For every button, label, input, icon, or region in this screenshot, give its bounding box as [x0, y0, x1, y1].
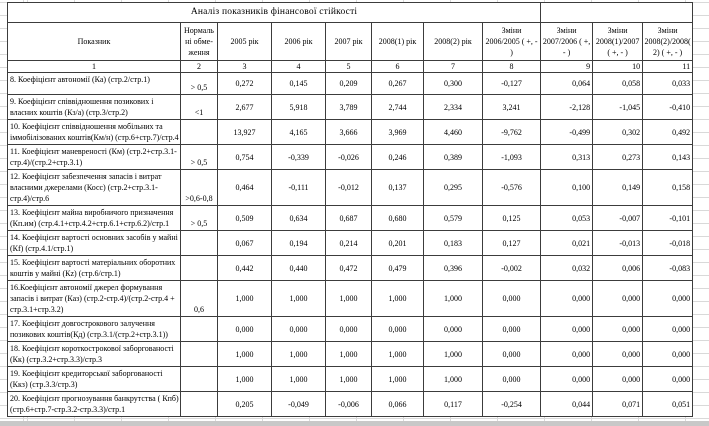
col-header-change-2008-1-2007: Зміни 2008(1)/2007 ( +, - ): [593, 23, 643, 61]
value-cell: -0,013: [593, 231, 643, 256]
column-number: 11: [643, 61, 693, 73]
indicator-label-cell: 16.Коефіцієнт автономії джерел формування запасів і витрат (Каз) (стр.2-стр.4)/(стр.2-стр.4 + стр.3.1+стр.3.2): [8, 281, 181, 317]
value-cell: 1,000: [326, 342, 372, 367]
value-cell: -0,012: [326, 170, 372, 206]
col-header-change-2006-2005: Зміни 2006/2005 ( +, - ): [483, 23, 541, 61]
norm-limit-cell: 0,6: [181, 281, 218, 317]
financial-stability-table: [7, 2, 693, 417]
value-cell: 0,000: [643, 281, 693, 317]
value-cell: 0,000: [593, 367, 643, 392]
norm-limit-cell: > 0,5: [181, 73, 218, 95]
value-cell: 0,201: [372, 231, 424, 256]
value-cell: 0,053: [541, 206, 593, 231]
title-row: [8, 3, 693, 23]
value-cell: 0,000: [372, 317, 424, 342]
value-cell: 0,272: [218, 73, 272, 95]
column-number: 6: [372, 61, 424, 73]
value-cell: 0,000: [326, 317, 372, 342]
value-cell: -0,026: [326, 145, 372, 170]
norm-limit-cell: [181, 392, 218, 417]
value-cell: 0,000: [483, 367, 541, 392]
value-cell: 1,000: [424, 342, 483, 367]
column-number: 9: [541, 61, 593, 73]
value-cell: 0,000: [541, 342, 593, 367]
value-cell: 0,214: [326, 231, 372, 256]
norm-limit-cell: [181, 342, 218, 367]
value-cell: 1,000: [424, 367, 483, 392]
value-cell: -0,111: [272, 170, 326, 206]
indicator-label-cell: 20. Коефіцієнт прогнозування банкрутства ( Кпб) (стр.6+стр.7-стр.3.2-стр.3.3)/стр.1: [8, 392, 181, 417]
value-cell: 0,158: [643, 170, 693, 206]
value-cell: 0,067: [218, 231, 272, 256]
table-row: [8, 392, 693, 417]
value-cell: 0,051: [643, 392, 693, 417]
column-number: 10: [593, 61, 643, 73]
value-cell: 0,137: [372, 170, 424, 206]
table-row: [8, 281, 693, 317]
indicator-label-cell: 9. Коефіцієнт співвідношення позикових і власних коштів (Кз/а) (стр.3/стр.2): [8, 95, 181, 120]
value-cell: 0,143: [643, 145, 693, 170]
col-header-2008-2: 2008(2) рік: [424, 23, 483, 61]
value-cell: 0,687: [326, 206, 372, 231]
table-row: [8, 317, 693, 342]
value-cell: -1,093: [483, 145, 541, 170]
value-cell: 0,464: [218, 170, 272, 206]
value-cell: 0,295: [424, 170, 483, 206]
col-header-indicator: Показник: [8, 23, 181, 61]
norm-limit-cell: <1: [181, 95, 218, 120]
value-cell: 0,509: [218, 206, 272, 231]
indicator-label-cell: 15. Коефіцієнт вартості матеріальних оборотних коштів у майні (Кz) (стр.6/стр.1): [8, 256, 181, 281]
table-row: [8, 145, 693, 170]
column-number: 2: [181, 61, 218, 73]
indicator-label-cell: 11. Коефіцієнт маневреності (Км) (стр.2+стр.3.1-стр.4)/(стр.2+стр.3.1): [8, 145, 181, 170]
value-cell: 3,666: [326, 120, 372, 145]
norm-limit-cell: > 0,5: [181, 145, 218, 170]
value-cell: 4,165: [272, 120, 326, 145]
value-cell: 0,440: [272, 256, 326, 281]
norm-limit-cell: [181, 317, 218, 342]
table-row: [8, 256, 693, 281]
value-cell: 0,000: [643, 317, 693, 342]
norm-limit-cell: [181, 256, 218, 281]
table-row: [8, 206, 693, 231]
col-header-change-2008-2: Зміни 2008(2)/2008(2) ( +, - ): [643, 23, 693, 61]
col-header-2008-1: 2008(1) рік: [372, 23, 424, 61]
value-cell: -1,045: [593, 95, 643, 120]
value-cell: 0,472: [326, 256, 372, 281]
header-row: [8, 23, 693, 61]
value-cell: -0,006: [326, 392, 372, 417]
indicator-label-cell: 19. Коефіцієнт кредиторської заборгованості (Ккз) (стр.3.3/стр.3): [8, 367, 181, 392]
value-cell: 0,754: [218, 145, 272, 170]
value-cell: 0,125: [483, 206, 541, 231]
bottom-edge-band: [0, 421, 709, 426]
value-cell: 0,194: [272, 231, 326, 256]
table-row: [8, 170, 693, 206]
norm-limit-cell: > 0,5: [181, 206, 218, 231]
value-cell: 1,000: [218, 342, 272, 367]
table-title: Аналіз показників фінансової стійкості: [8, 3, 541, 23]
column-number: 5: [326, 61, 372, 73]
table-row: [8, 120, 693, 145]
value-cell: 0,100: [541, 170, 593, 206]
value-cell: -0,083: [643, 256, 693, 281]
value-cell: 13,927: [218, 120, 272, 145]
value-cell: 0,183: [424, 231, 483, 256]
title-row-spacer: [541, 3, 693, 23]
norm-limit-cell: [181, 120, 218, 145]
value-cell: -0,049: [272, 392, 326, 417]
table-row: [8, 73, 693, 95]
value-cell: 0,273: [593, 145, 643, 170]
value-cell: 1,000: [424, 281, 483, 317]
value-cell: 3,969: [372, 120, 424, 145]
value-cell: 0,000: [272, 317, 326, 342]
col-header-change-2007-2006: Зміни 2007/2006 ( +, - ): [541, 23, 593, 61]
value-cell: 0,117: [424, 392, 483, 417]
table-row: [8, 342, 693, 367]
value-cell: 0,000: [218, 317, 272, 342]
value-cell: -0,127: [483, 73, 541, 95]
indicator-label-cell: 8. Коефіцієнт автономії (Ка) (стр.2/стр.1): [8, 73, 181, 95]
column-number: 8: [483, 61, 541, 73]
indicator-label-cell: 18. Коефіцієнт короткострокової заборгованості (Кк) (стр.3.2+стр.3.3)/стр.3: [8, 342, 181, 367]
value-cell: 0,492: [643, 120, 693, 145]
table-row: [8, 231, 693, 256]
norm-limit-cell: [181, 367, 218, 392]
value-cell: 0,000: [483, 317, 541, 342]
value-cell: -2,128: [541, 95, 593, 120]
indicator-label-cell: 17. Коефіцієнт довгострокового залучення позикових коштів(Кд) (стр.3.1/(стр.2+стр.3.1)): [8, 317, 181, 342]
value-cell: 0,680: [372, 206, 424, 231]
value-cell: -0,007: [593, 206, 643, 231]
value-cell: 1,000: [272, 342, 326, 367]
value-cell: 0,302: [593, 120, 643, 145]
value-cell: 3,241: [483, 95, 541, 120]
value-cell: 0,044: [541, 392, 593, 417]
column-number: 7: [424, 61, 483, 73]
value-cell: 0,000: [643, 342, 693, 367]
indicator-label-cell: 13. Коефіцієнт майна виробничого призначення (Кп.им) (стр.4.1+стр.4.2+стр.6.1+стр.6.2)/стр.1: [8, 206, 181, 231]
value-cell: 0,071: [593, 392, 643, 417]
value-cell: 0,442: [218, 256, 272, 281]
value-cell: -9,762: [483, 120, 541, 145]
value-cell: -0,101: [643, 206, 693, 231]
value-cell: 0,066: [372, 392, 424, 417]
value-cell: 2,334: [424, 95, 483, 120]
value-cell: 0,205: [218, 392, 272, 417]
value-cell: 1,000: [372, 281, 424, 317]
indicator-label-cell: 10. Коефіцієнт співвідношення мобільних та іммобілізованих коштів(Км/н) (стр.6+стр.7)/стр.4: [8, 120, 181, 145]
value-cell: -0,002: [483, 256, 541, 281]
value-cell: 0,006: [593, 256, 643, 281]
value-cell: -0,576: [483, 170, 541, 206]
column-number: 4: [272, 61, 326, 73]
table-row: [8, 95, 693, 120]
value-cell: -0,254: [483, 392, 541, 417]
value-cell: 1,000: [272, 281, 326, 317]
value-cell: 0,246: [372, 145, 424, 170]
value-cell: 0,000: [541, 317, 593, 342]
value-cell: 0,032: [541, 256, 593, 281]
value-cell: 0,634: [272, 206, 326, 231]
value-cell: 0,000: [483, 342, 541, 367]
value-cell: 0,396: [424, 256, 483, 281]
value-cell: 0,000: [643, 367, 693, 392]
value-cell: 1,000: [372, 367, 424, 392]
norm-limit-cell: >0,6-0,8: [181, 170, 218, 206]
value-cell: 0,000: [541, 281, 593, 317]
indicator-label-cell: 12. Коефіцієнт забезпечення запасів і витрат власними джерелами (Косс) (стр.2+стр.3.1-стр.4)/стр.6: [8, 170, 181, 206]
value-cell: 4,460: [424, 120, 483, 145]
value-cell: 1,000: [218, 367, 272, 392]
value-cell: 0,021: [541, 231, 593, 256]
value-cell: 0,000: [483, 281, 541, 317]
value-cell: -0,339: [272, 145, 326, 170]
col-header-2007: 2007 рік: [326, 23, 372, 61]
value-cell: 0,000: [593, 317, 643, 342]
col-header-2005: 2005 рік: [218, 23, 272, 61]
indicator-label-cell: 14. Коефіцієнт вартості основних засобів у майні (Кf) (стр.4.1/стр.1): [8, 231, 181, 256]
value-cell: 0,000: [424, 317, 483, 342]
value-cell: 0,127: [483, 231, 541, 256]
value-cell: 0,209: [326, 73, 372, 95]
value-cell: 0,000: [593, 281, 643, 317]
col-header-2006: 2006 рік: [272, 23, 326, 61]
value-cell: 1,000: [326, 367, 372, 392]
value-cell: 0,033: [643, 73, 693, 95]
value-cell: 1,000: [218, 281, 272, 317]
column-number: 3: [218, 61, 272, 73]
value-cell: 0,313: [541, 145, 593, 170]
column-number-row: [8, 61, 693, 73]
value-cell: 0,058: [593, 73, 643, 95]
value-cell: 0,149: [593, 170, 643, 206]
table-row: [8, 367, 693, 392]
value-cell: 1,000: [326, 281, 372, 317]
value-cell: 3,789: [326, 95, 372, 120]
norm-limit-cell: [181, 231, 218, 256]
value-cell: 0,064: [541, 73, 593, 95]
value-cell: 1,000: [272, 367, 326, 392]
value-cell: 5,918: [272, 95, 326, 120]
value-cell: -0,410: [643, 95, 693, 120]
value-cell: 0,389: [424, 145, 483, 170]
value-cell: 0,000: [593, 342, 643, 367]
value-cell: -0,499: [541, 120, 593, 145]
col-header-norm: Нормальні обме-ження: [181, 23, 218, 61]
column-number: 1: [8, 61, 181, 73]
value-cell: 0,300: [424, 73, 483, 95]
value-cell: 0,579: [424, 206, 483, 231]
value-cell: 0,000: [541, 367, 593, 392]
value-cell: 1,000: [372, 342, 424, 367]
value-cell: 0,479: [372, 256, 424, 281]
value-cell: 2,744: [372, 95, 424, 120]
value-cell: -0,018: [643, 231, 693, 256]
value-cell: 0,267: [372, 73, 424, 95]
value-cell: 2,677: [218, 95, 272, 120]
value-cell: 0,145: [272, 73, 326, 95]
